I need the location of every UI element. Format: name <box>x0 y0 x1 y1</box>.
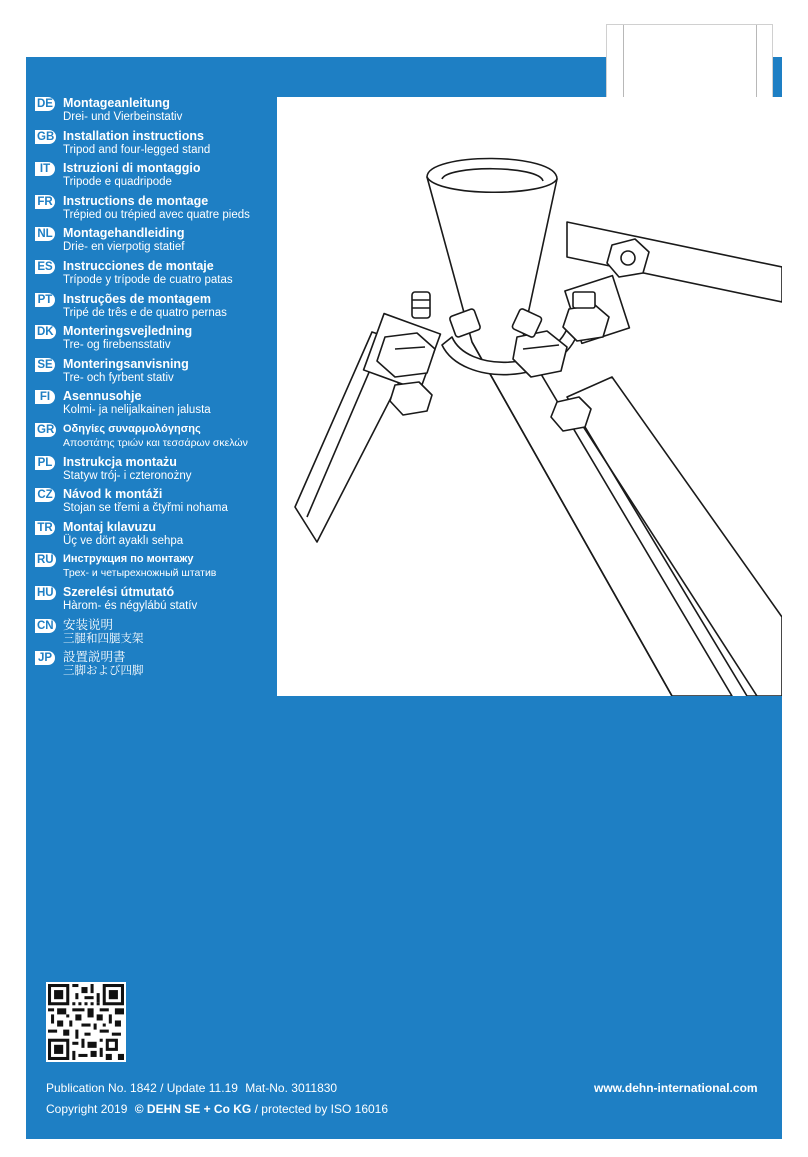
lang-code-badge: RU <box>37 554 54 567</box>
lang-subtitle: Tre- och fyrbent stativ <box>63 371 174 384</box>
lang-title: 設置説明書 <box>63 650 126 665</box>
lang-title: Инструкция по монтажу <box>63 553 194 566</box>
lang-code-badge: JP <box>35 651 55 665</box>
lang-code-badge: GR <box>37 423 55 436</box>
lang-subtitle: Stojan se třemi a čtyřmi nohama <box>63 502 228 515</box>
publication-number: Publication No. 1842 / Update 11.19 <box>46 1081 238 1095</box>
lang-entry-fr <box>35 193 275 226</box>
lang-entry-cn <box>35 617 275 650</box>
lang-code-badge: FI <box>35 390 55 404</box>
lang-code-badge: TR <box>35 521 55 535</box>
product-illustration-panel <box>277 97 782 696</box>
lang-code-badge: ES <box>35 260 55 274</box>
lang-entry-it <box>35 160 275 193</box>
qr-code[interactable] <box>46 982 126 1062</box>
lang-code-badge: PT <box>35 293 55 307</box>
lang-subtitle: 三腿和四腿支架 <box>63 632 144 645</box>
lang-title: Instruções de montagem <box>63 291 211 306</box>
lang-code-badge: DK <box>37 326 54 339</box>
lang-code-badge: IT <box>35 162 55 176</box>
lang-code-badge: NL <box>35 227 55 241</box>
lang-title: Szerelési útmutató <box>63 584 175 599</box>
lang-subtitle: Αποστάτης τριών και τεσσάρων σκελών <box>63 436 248 449</box>
lang-entry-gr <box>35 421 275 454</box>
lang-title: Montaj kılavuzu <box>63 519 157 534</box>
lang-title: Monteringsvejledning <box>63 324 193 339</box>
lang-title: Montageanleitung <box>63 96 170 110</box>
lang-entry-se <box>35 356 275 389</box>
lang-title: Instrukcja montażu <box>63 454 177 469</box>
lang-subtitle: Tripé de três e de quatro pernas <box>63 306 227 319</box>
lang-title: 安装说明 <box>63 617 114 632</box>
lang-subtitle: Üç ve dört ayaklı sehpa <box>63 534 184 547</box>
lang-entry-cz <box>35 486 275 519</box>
lang-title: Installation instructions <box>63 128 204 143</box>
lang-subtitle: Tripode e quadripode <box>63 176 172 189</box>
material-number: Mat-No. 3011830 <box>245 1081 338 1095</box>
lang-title: Istruzioni di montaggio <box>63 161 201 176</box>
lang-entry-tr <box>35 519 275 552</box>
bolt-left-top <box>412 292 430 318</box>
lang-entry-pl <box>35 454 275 487</box>
language-list <box>35 95 275 682</box>
lang-entry-fi <box>35 388 275 421</box>
lang-subtitle: Tre- og firebensstativ <box>63 339 171 352</box>
lang-title: Instrucciones de montaje <box>63 258 214 273</box>
lang-code-badge: SE <box>35 358 55 372</box>
tripod-illustration <box>277 97 782 696</box>
lang-entry-de <box>35 95 275 128</box>
lang-title: Asennusohje <box>63 389 142 404</box>
qr-code-pattern <box>48 984 124 1060</box>
lang-subtitle: Tripod and four-legged stand <box>63 143 211 156</box>
lang-subtitle: 三脚および四脚 <box>63 665 144 678</box>
lang-title: Monteringsanvisning <box>63 356 189 371</box>
footer-copyright-line <box>46 1102 388 1116</box>
lang-entry-dk <box>35 323 275 356</box>
lang-subtitle: Drie- en vierpotig statief <box>63 241 185 254</box>
lang-subtitle: Statyw trój- i czteronożny <box>63 469 192 482</box>
lang-subtitle: Trépied ou trépied avec quatre pieds <box>63 208 250 221</box>
lang-subtitle: Kolmi- ja nelijalkainen jalusta <box>63 404 211 417</box>
bolt-right-top <box>573 292 595 308</box>
copyright-year: Copyright 2019 <box>46 1102 128 1116</box>
lang-code-badge: CZ <box>35 488 55 502</box>
lang-entry-hu <box>35 584 275 617</box>
lang-entry-jp <box>35 649 275 682</box>
lang-entry-pt <box>35 291 275 324</box>
nut-left-lower <box>390 382 432 415</box>
lang-subtitle: Drei- und Vierbeinstativ <box>63 111 183 123</box>
website-link[interactable]: www.dehn-international.com <box>594 1081 758 1095</box>
lang-subtitle: Трех- и четырехножный штатив <box>63 567 217 580</box>
lang-code-badge: HU <box>37 586 54 599</box>
footer-publication-line <box>46 1081 337 1095</box>
lang-entry-nl <box>35 225 275 258</box>
lang-title: Οδηγίες συναρμολόγησης <box>63 422 201 435</box>
lang-code-badge: DE <box>35 97 55 111</box>
lang-code-badge: GB <box>37 130 55 143</box>
lang-code-badge: FR <box>35 195 55 209</box>
lang-code-badge: PL <box>35 456 55 470</box>
lang-title: Instructions de montage <box>63 193 209 208</box>
lang-subtitle: Trípode y trípode de cuatro patas <box>63 273 233 286</box>
protection-notice: / protected by ISO 16016 <box>254 1102 389 1116</box>
company-name: © DEHN SE + Co KG <box>134 1102 252 1116</box>
lang-title: Montagehandleiding <box>63 226 185 241</box>
lang-code-badge: CN <box>37 619 54 632</box>
lang-subtitle: Hàrom- és négylábú statív <box>63 599 198 612</box>
lang-entry-ru <box>35 551 275 584</box>
lang-title: Návod k montáži <box>63 487 163 502</box>
lang-entry-gb <box>35 128 275 161</box>
lang-entry-es <box>35 258 275 291</box>
